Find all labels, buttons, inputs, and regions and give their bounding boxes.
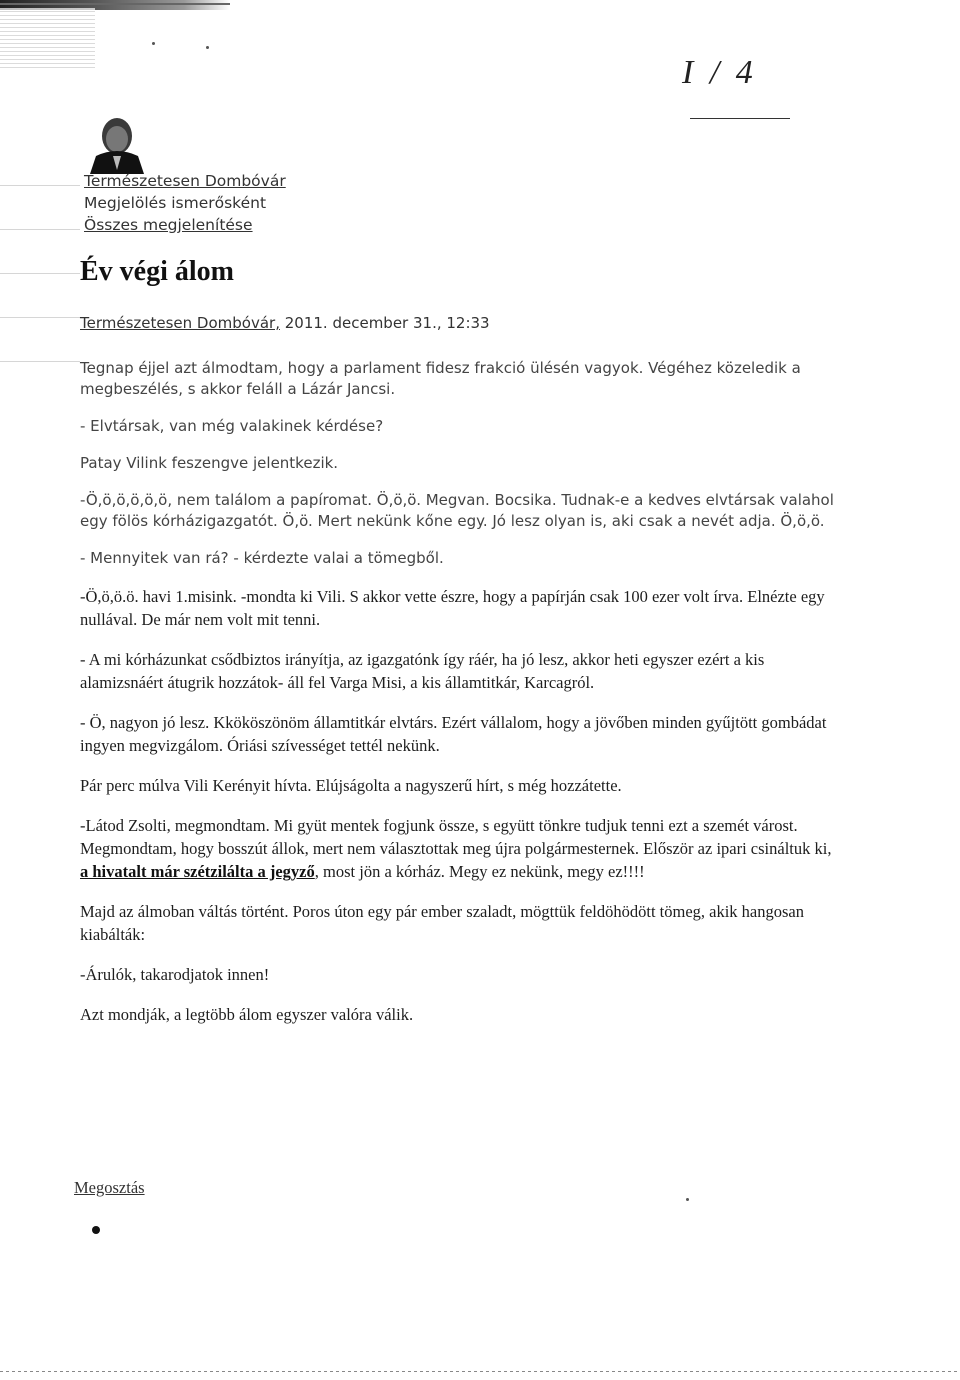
paragraph: -Ö,ö,ö,ö,ö,ö, nem találom a papíromat. Ö,ö,ö. Megvan. Bocsika. Tudnak-e a kedves elvtársak valahol egy fölös kórházigazgatót. Ö,ö. Mert nekünk kőne egy. Jó lesz olyan is, aki csak a nevét adja. Ö,ö,ö. [80,491,834,530]
scan-corner-artifact [0,8,95,68]
paragraph: Pár perc múlva Vili Kerényit hívta. Elújságolta a nagyszerű hírt, s még hozzátette. [80,776,622,795]
paragraph: Azt mondják, a legtöbb álom egyszer valóra válik. [80,1005,414,1024]
list-bullet [92,1226,100,1234]
handwritten-page-mark [672,52,792,124]
paragraph-text: -Látod Zsolti, megmondtam. Mi gyüt mentek fogjunk össze, s együtt tönkre tudjuk tenni ezt a szemét várost. Megmondtam, hogy bosszút állok, mert nem választottak meg újra polgármesternek. Először az ipari csináltuk ki, [80,816,832,858]
post-date: 2011. december 31., 12:33 [279,314,490,332]
scan-speck [152,42,155,45]
paragraph: -Ö,ö,ö.ö. havi 1.misink. -mondta ki Vili. S akkor vette észre, hogy a papírján csak 100 ezer volt írva. Elnézte egy nullával. De már nem volt mit tenni. [80,587,825,629]
article-link[interactable]: a hivatalt már szétzilálta a jegyző [80,862,315,881]
paragraph: Patay Vilink feszengve jelentkezik. [80,454,339,472]
paragraph: - Ö, nagyon jó lesz. Kkököszönöm államtitkár elvtárs. Ezért vállalom, hogy a jövőben minden gyűjtött gombádat ingyen megvizgálom. Óriási szívességet tettél nekünk. [80,713,827,755]
avatar[interactable] [86,112,144,174]
profile-name-link[interactable]: Természetesen Dombóvár [84,172,286,190]
mark-as-friend-link[interactable]: Megjelölés ismerősként [84,194,267,212]
page-mark-underline [690,118,790,119]
paragraph: Majd az álmoban váltás történt. Poros úton egy pár ember szaladt, mögttük feldöhödött tömeg, akik hangosan kiabálták: [80,902,804,944]
post-title: Év végi álom [80,256,234,287]
page-mark-text: I / 4 [682,54,757,91]
scan-speck [686,1198,689,1201]
scan-bottom-edge [0,1371,960,1372]
scan-speck [206,46,209,49]
paragraph: - Elvtársak, van még valakinek kérdése? [80,417,384,435]
paragraph: - A mi kórházunkat csődbiztos irányítja, az igazgatónk így ráér, ha jó lesz, akkor heti egyszer ezért a kis alamizsnáért átugrik hozzátok- áll fel Varga Misi, a kis államtitkár, Karcagról. [80,650,765,692]
profile-links [84,170,286,236]
post-body [80,358,840,1026]
paragraph: -Árulók, takarodjatok innen! [80,965,270,984]
show-all-link[interactable]: Összes megjelenítése [84,216,253,234]
scan-margin-artifact [0,150,80,400]
post-author-link[interactable]: Természetesen Dombóvár, [80,314,280,332]
paragraph: Tegnap éjjel azt álmodtam, hogy a parlament fidesz frakció ülésén vagyok. Végéhez közeledik a megbeszélés, s akkor feláll a Lázár Jancsi. [80,359,801,398]
post-meta [80,314,490,332]
paragraph [80,814,840,883]
scan-edge-line [0,3,230,5]
paragraph: - Mennyitek van rá? - kérdezte valai a tömegből. [80,549,444,567]
paragraph-text: , most jön a kórház. Megy ez nekünk, megy ez!!!! [314,862,645,881]
share-link[interactable]: Megosztás [74,1178,145,1197]
